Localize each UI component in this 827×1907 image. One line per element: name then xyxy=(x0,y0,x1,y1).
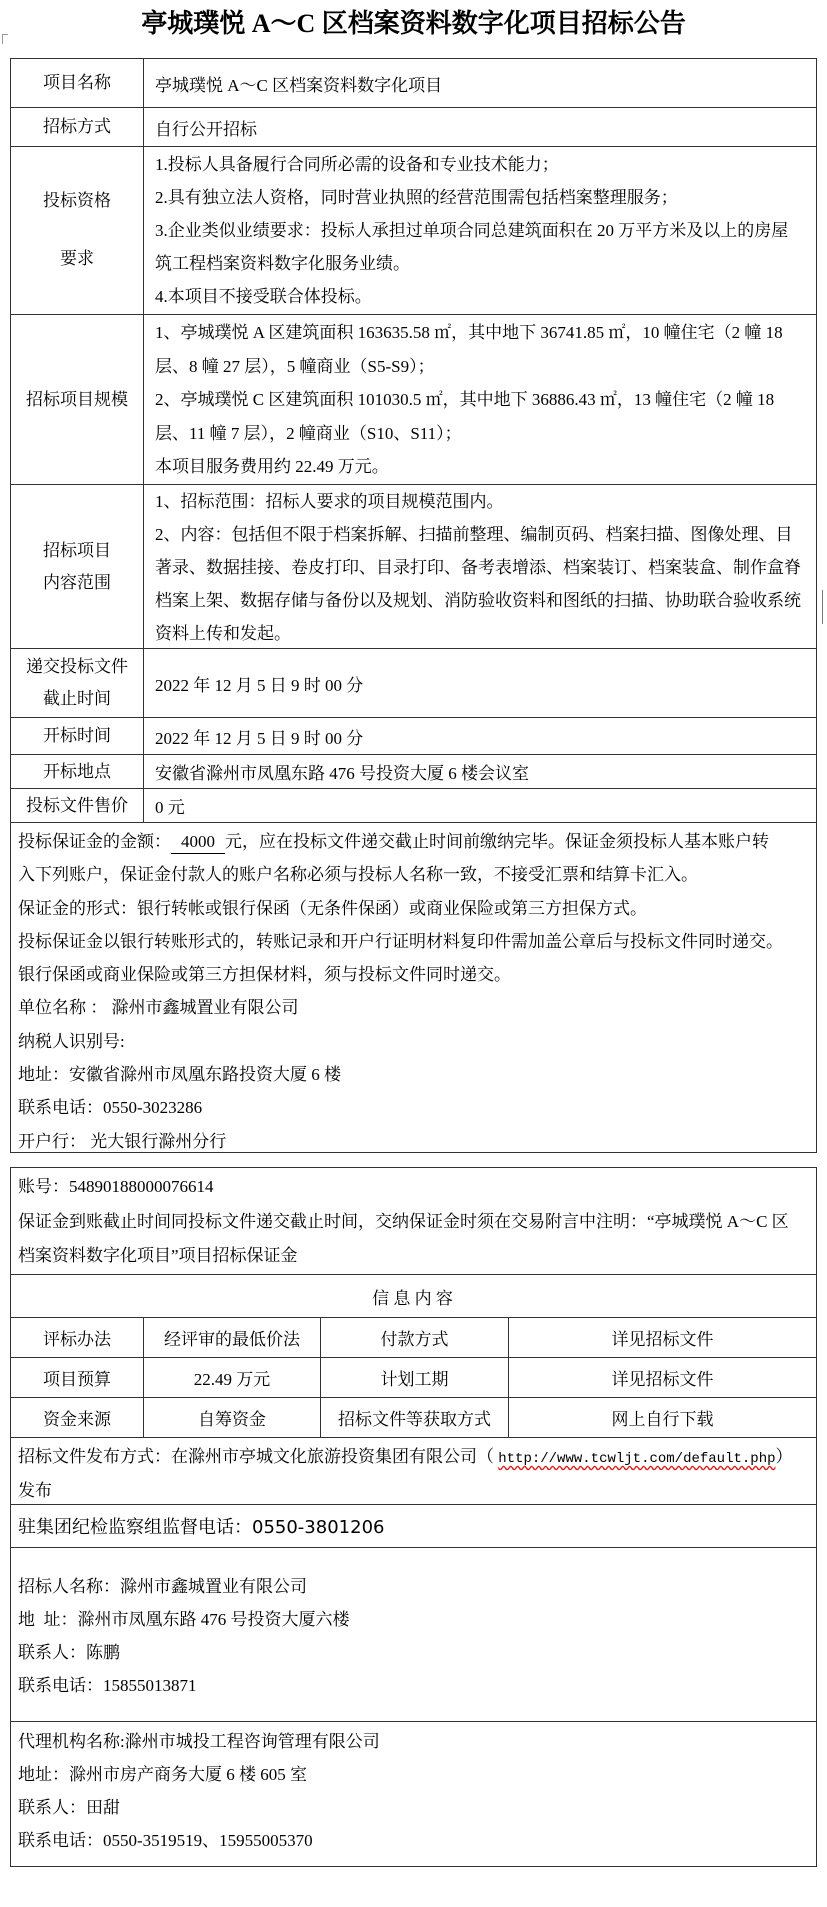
account-note-line: 档案资料数字化项目”项目招标保证金 xyxy=(18,1246,298,1265)
account-text-block xyxy=(11,1168,816,1274)
value-cell xyxy=(144,59,816,107)
scope-line: 2、内容：包括但不限于档案拆解、扫描前整理、编制页码、档案扫描、图像处理、目 xyxy=(155,525,793,544)
label-opening-time: 开标时间 xyxy=(43,726,111,745)
publish-suffix: ） xyxy=(775,1447,793,1466)
row-opening-place xyxy=(10,754,817,788)
deposit-amount-value: 4000 xyxy=(171,831,225,854)
label-cell xyxy=(11,315,144,484)
label-deadline-line: 递交投标文件 xyxy=(26,657,128,676)
label-cell xyxy=(11,755,144,788)
value-deadline: 2022 年 12 月 5 日 9 时 00 分 xyxy=(155,675,364,695)
supervision-phone: 驻集团纪检监察组监督电话：0550-3801206 xyxy=(18,1517,385,1538)
value-cell xyxy=(144,649,816,717)
qualification-line: 3.企业类似业绩要求：投标人承担过单项合同总建筑面积在 20 万平方米及以上的房屋 xyxy=(155,221,789,240)
info-table-row xyxy=(10,1317,817,1357)
value-project-name: 亭城璞悦 A～C 区档案资料数字化项目 xyxy=(155,75,443,95)
deposit-amount-prefix: 投标保证金的金额： xyxy=(18,832,171,851)
row-publish-method xyxy=(10,1437,817,1504)
label-cell xyxy=(11,789,144,822)
label-cell xyxy=(11,649,144,717)
qualification-line: 2.具有独立法人资格，同时营业执照的经营范围需包括档案整理服务； xyxy=(155,188,678,207)
value-tender-method: 自行公开招标 xyxy=(155,119,257,139)
publish-line-2: 发布 xyxy=(18,1481,52,1500)
value-document-price: 0 元 xyxy=(155,798,185,817)
label-qualification-line: 投标资格 xyxy=(43,191,111,210)
row-deposit-info xyxy=(10,822,817,1153)
deposit-bank: 开户行： 光大银行滁州分行 xyxy=(18,1131,227,1151)
deposit-phone: 联系电话：0550-3023286 xyxy=(18,1098,203,1118)
scale-line: 1、亭城璞悦 A 区建筑面积 163635.58 ㎡，其中地下 36741.85 ㎡，10 幢住宅（2 幢 18 xyxy=(155,323,783,342)
publish-text-block xyxy=(11,1438,816,1504)
row-account xyxy=(10,1167,817,1274)
scale-line: 层、11 幢 7 层），2 幢商业（S10、S11）； xyxy=(155,423,462,443)
info-cell-value: 自筹资金 xyxy=(144,1398,321,1437)
info-cell-label: 招标文件等获取方式 xyxy=(321,1398,509,1437)
info-cell-label: 资金来源 xyxy=(11,1398,144,1437)
label-scope-line: 内容范围 xyxy=(43,572,111,592)
tenderer-text-block xyxy=(11,1548,816,1721)
label-cell xyxy=(11,59,144,107)
row-info-heading xyxy=(10,1274,817,1317)
publish-line xyxy=(18,1441,814,1475)
agent-name: 代理机构名称:滁州市城投工程咨询管理有限公司 xyxy=(18,1732,380,1751)
deposit-line: 保证金的形式：银行转帐或银行保函（无条件保函）或商业保险或第三方担保方式。 xyxy=(18,898,647,918)
label-project-name: 项目名称 xyxy=(43,73,111,92)
deposit-tax-id: 纳税人识别号: xyxy=(18,1031,125,1051)
page-title: 亭城璞悦 A～C 区档案资料数字化项目招标公告 xyxy=(141,9,686,38)
scale-line: 层、8 幢 27 层），5 幢商业（S5-S9）； xyxy=(155,356,435,376)
value-cell xyxy=(144,315,816,484)
deposit-amount-suffix: 元，应在投标文件递交截止时间前缴纳完毕。保证金须投标人基本账户转 xyxy=(225,832,769,851)
value-opening-place: 安徽省滁州市凤凰东路 476 号投资大厦 6 楼会议室 xyxy=(155,764,529,783)
qualification-line: 1.投标人具备履行合同所必需的设备和专业技术能力； xyxy=(155,155,559,174)
value-cell xyxy=(144,147,816,314)
label-deadline-line: 截止时间 xyxy=(43,689,111,708)
tenderer-contact-person: 联系人：陈鹏 xyxy=(18,1643,120,1662)
label-cell xyxy=(11,485,144,648)
deposit-amount-line xyxy=(18,825,814,858)
row-supervision-phone xyxy=(10,1504,817,1547)
publish-url-link[interactable]: http://www.tcwljt.com/default.php xyxy=(498,1451,776,1467)
value-cell xyxy=(144,755,816,788)
deposit-line: 投标保证金以银行转账形式的，转账记录和开户行证明材料复印件需加盖公章后与投标文件同时递交。 xyxy=(18,931,783,951)
agent-contact-person: 联系人：田甜 xyxy=(18,1798,120,1817)
value-cell xyxy=(144,789,816,822)
tenderer-name: 招标人名称：滁州市鑫城置业有限公司 xyxy=(18,1577,307,1596)
label-project-scale: 招标项目规模 xyxy=(26,389,128,409)
info-heading: 信 息 内 容 xyxy=(372,1288,453,1308)
row-project-scale xyxy=(10,314,817,484)
value-opening-time: 2022 年 12 月 5 日 9 时 00 分 xyxy=(155,728,364,748)
row-agent-contact xyxy=(10,1721,817,1867)
agent-text-block xyxy=(11,1722,816,1866)
label-cell xyxy=(11,147,144,314)
tenderer-address: 地 址：滁州市凤凰东路 476 号投资大厦六楼 xyxy=(18,1610,350,1629)
label-cell xyxy=(11,718,144,754)
qualification-line: 4.本项目不接受联合体投标。 xyxy=(155,287,372,306)
info-cell-value: 详见招标文件 xyxy=(611,1370,714,1389)
tenderer-phone: 联系电话：15855013871 xyxy=(18,1676,197,1695)
scope-line: 档案上架、数据存储与备份以及规划、消防验收资料和图纸的扫描、协助联合验收系统 xyxy=(155,591,801,610)
scope-line: 资料上传和发起。 xyxy=(155,624,291,643)
row-submission-deadline xyxy=(10,648,817,717)
label-qualification-line: 要求 xyxy=(60,249,94,268)
deposit-line: 银行保函或商业保险或第三方担保材料，须与投标文件同时递交。 xyxy=(18,965,511,985)
info-heading-cell xyxy=(11,1275,816,1317)
deposit-text-block xyxy=(11,823,816,1152)
label-document-price: 投标文件售价 xyxy=(26,795,128,815)
info-cell-value: 经评审的最低价法 xyxy=(144,1318,321,1357)
info-cell-label: 项目预算 xyxy=(11,1358,144,1397)
row-tender-method xyxy=(10,107,817,146)
info-cell-value: 22.49 万元 xyxy=(144,1358,321,1397)
value-cell xyxy=(144,718,816,754)
row-qualification xyxy=(10,146,817,314)
info-cell-label: 计划工期 xyxy=(321,1358,509,1397)
row-opening-time xyxy=(10,717,817,754)
value-cell xyxy=(144,108,816,146)
deposit-address: 地址：安徽省滁州市凤凰东路投资大厦 6 楼 xyxy=(18,1065,341,1085)
qualification-line: 筑工程档案资料数字化服务业绩。 xyxy=(155,254,410,273)
scale-line: 本项目服务费用约 22.49 万元。 xyxy=(155,457,389,476)
info-cell-value: 网上自行下载 xyxy=(611,1410,714,1429)
info-cell-label: 评标办法 xyxy=(11,1318,144,1357)
scale-line: 2、亭城璞悦 C 区建筑面积 101030.5 ㎡，其中地下 36886.43 ㎡，13 幢住宅（2 幢 18 xyxy=(155,390,775,409)
label-cell xyxy=(11,108,144,146)
deposit-company-name: 单位名称 ： 滁州市鑫城置业有限公司 xyxy=(18,998,299,1018)
row-document-price xyxy=(10,788,817,822)
deposit-line: 入下列账户，保证金付款人的账户名称必须与投标人名称一致，不接受汇票和结算卡汇入。 xyxy=(18,865,698,885)
agent-phone: 联系电话：0550-3519519、15955005370 xyxy=(18,1831,313,1850)
info-table-row xyxy=(10,1397,817,1437)
scope-line: 1、招标范围：招标人要求的项目规模范围内。 xyxy=(155,492,504,511)
label-opening-place: 开标地点 xyxy=(43,761,111,781)
account-note-line: 保证金到账截止时间同投标文件递交截止时间，交纳保证金时须在交易附言中注明：“亭城璞悦 A～C 区 xyxy=(18,1211,789,1231)
label-scope-line: 招标项目 xyxy=(43,540,111,560)
agent-address: 地址：滁州市房产商务大厦 6 楼 605 室 xyxy=(18,1765,307,1784)
row-project-name xyxy=(10,58,817,107)
table-edge-marker xyxy=(822,590,823,624)
info-cell-value: 详见招标文件 xyxy=(611,1330,714,1349)
publish-prefix: 招标文件发布方式：在滁州市亭城文化旅游投资集团有限公司（ xyxy=(18,1447,499,1466)
label-tender-method: 招标方式 xyxy=(43,117,111,136)
supervision-cell xyxy=(11,1505,816,1547)
info-table-row xyxy=(10,1357,817,1397)
account-number: 账号：54890188000076614 xyxy=(18,1177,214,1196)
info-cell-label: 付款方式 xyxy=(321,1318,509,1357)
value-cell xyxy=(144,485,816,648)
row-project-scope xyxy=(10,484,817,648)
scope-line: 著录、数据挂接、卷皮打印、目录打印、备考表增添、档案装订、档案装盒、制作盒脊 xyxy=(155,558,801,577)
row-tenderer-contact xyxy=(10,1547,817,1721)
